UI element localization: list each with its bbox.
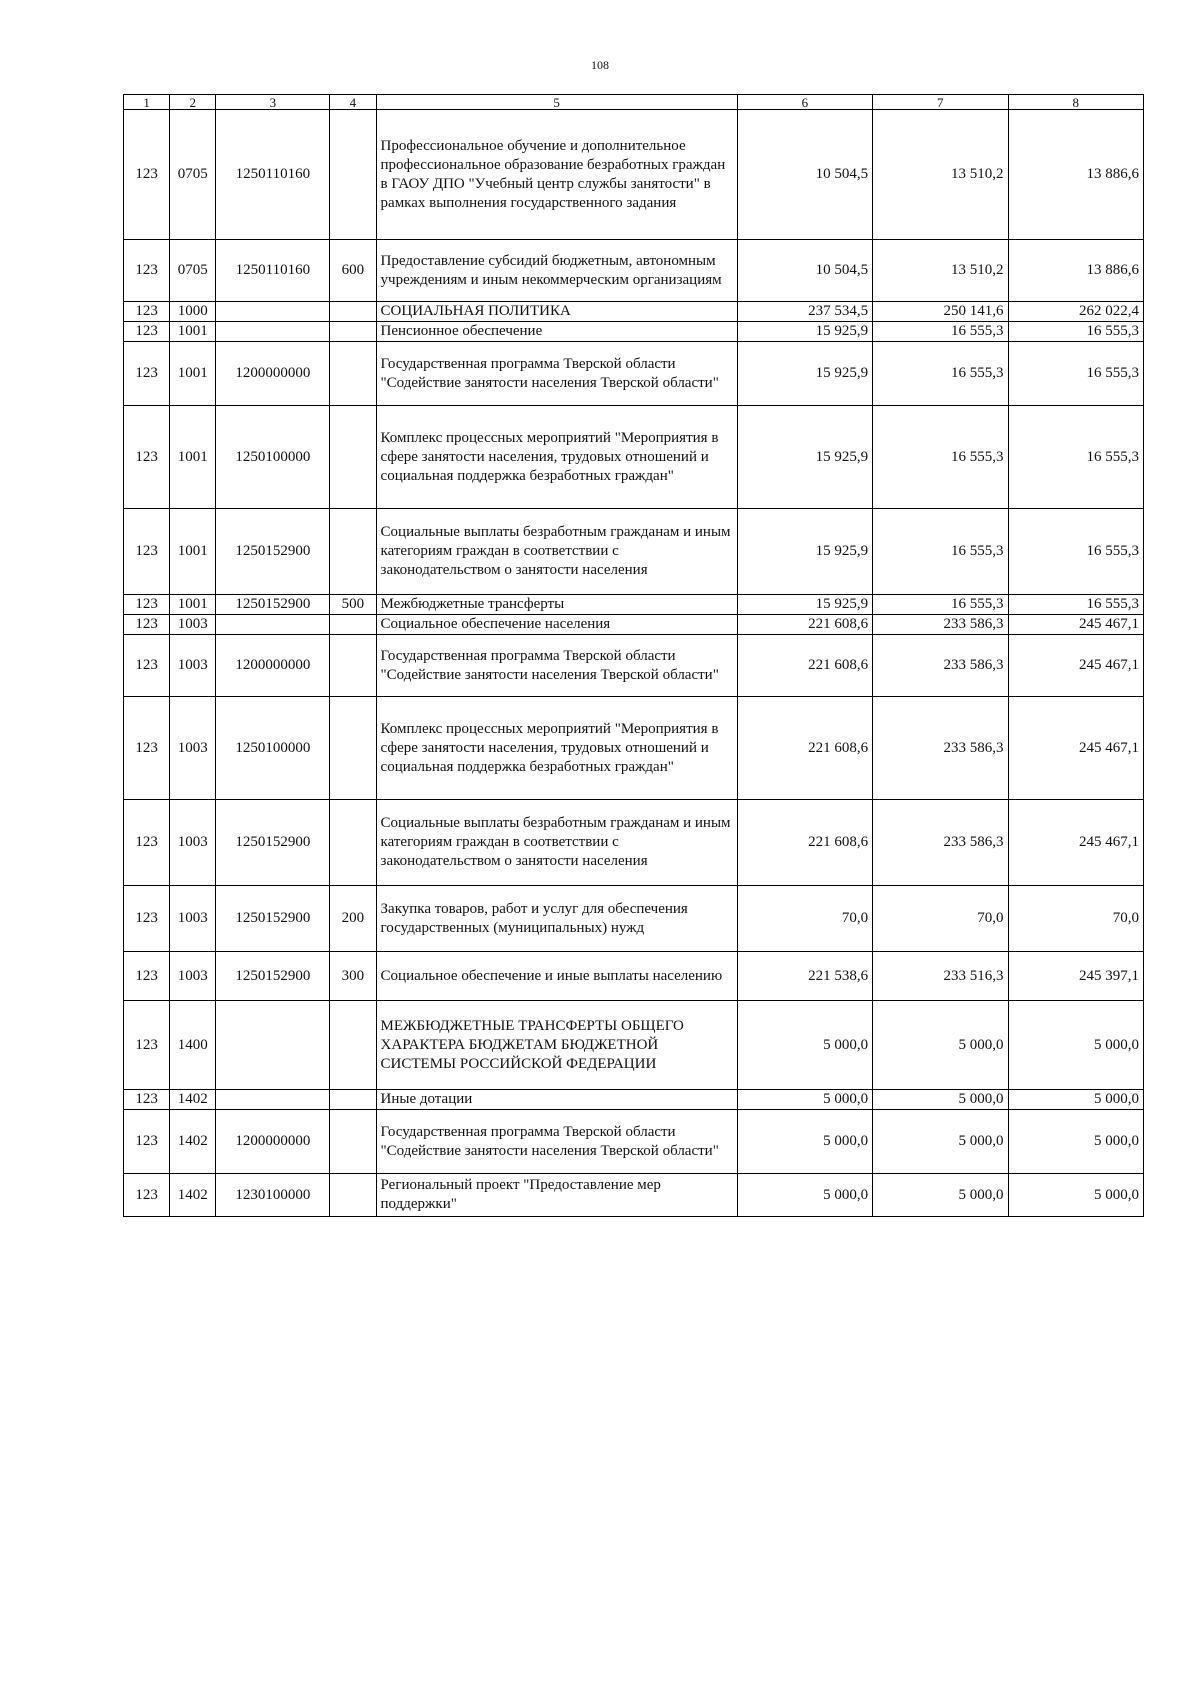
cell-ministry: 123 bbox=[124, 240, 170, 302]
cell-description: Предоставление субсидий бюджетным, автономным учреждениям и иным некоммерческим организациям bbox=[376, 240, 737, 302]
cell-expense-type bbox=[330, 615, 376, 635]
cell-section: 1400 bbox=[170, 1001, 216, 1090]
cell-expense-type bbox=[330, 1001, 376, 1090]
header-cell: 4 bbox=[330, 95, 376, 110]
cell-amount-col6: 5 000,0 bbox=[737, 1174, 872, 1217]
cell-amount-col6: 221 608,6 bbox=[737, 697, 872, 800]
table-row bbox=[124, 509, 1144, 595]
cell-amount-col8: 245 467,1 bbox=[1008, 697, 1144, 800]
cell-section: 1001 bbox=[170, 595, 216, 615]
cell-amount-col7: 233 586,3 bbox=[873, 635, 1008, 697]
cell-section: 1003 bbox=[170, 800, 216, 886]
cell-expense-type bbox=[330, 110, 376, 240]
cell-description: МЕЖБЮДЖЕТНЫЕ ТРАНСФЕРТЫ ОБЩЕГО ХАРАКТЕРА БЮДЖЕТАМ БЮДЖЕТНОЙ СИСТЕМЫ РОССИЙСКОЙ ФЕДЕРАЦИИ bbox=[376, 1001, 737, 1090]
cell-expense-type bbox=[330, 1174, 376, 1217]
cell-amount-col7: 5 000,0 bbox=[873, 1001, 1008, 1090]
cell-amount-col7: 233 586,3 bbox=[873, 697, 1008, 800]
cell-expense-type bbox=[330, 1090, 376, 1110]
cell-description: Региональный проект "Предоставление мер поддержки" bbox=[376, 1174, 737, 1217]
cell-amount-col6: 10 504,5 bbox=[737, 240, 872, 302]
cell-target-article: 1250152900 bbox=[216, 509, 330, 595]
cell-amount-col6: 221 538,6 bbox=[737, 952, 872, 1001]
cell-amount-col8: 16 555,3 bbox=[1008, 322, 1144, 342]
cell-amount-col7: 16 555,3 bbox=[873, 322, 1008, 342]
cell-target-article: 1250100000 bbox=[216, 697, 330, 800]
cell-amount-col7: 70,0 bbox=[873, 886, 1008, 952]
cell-section: 1402 bbox=[170, 1174, 216, 1217]
cell-amount-col6: 70,0 bbox=[737, 886, 872, 952]
table-row bbox=[124, 1090, 1144, 1110]
cell-description: Межбюджетные трансферты bbox=[376, 595, 737, 615]
table-row bbox=[124, 406, 1144, 509]
cell-section: 1003 bbox=[170, 697, 216, 800]
cell-amount-col7: 16 555,3 bbox=[873, 406, 1008, 509]
cell-expense-type bbox=[330, 509, 376, 595]
table-row bbox=[124, 886, 1144, 952]
cell-target-article: 1250100000 bbox=[216, 406, 330, 509]
cell-expense-type bbox=[330, 635, 376, 697]
cell-amount-col7: 5 000,0 bbox=[873, 1110, 1008, 1174]
cell-target-article bbox=[216, 1090, 330, 1110]
cell-amount-col7: 13 510,2 bbox=[873, 240, 1008, 302]
cell-section: 1001 bbox=[170, 406, 216, 509]
cell-amount-col6: 5 000,0 bbox=[737, 1110, 872, 1174]
cell-target-article: 1200000000 bbox=[216, 1110, 330, 1174]
cell-section: 1003 bbox=[170, 615, 216, 635]
cell-ministry: 123 bbox=[124, 886, 170, 952]
table-row bbox=[124, 110, 1144, 240]
header-cell: 5 bbox=[376, 95, 737, 110]
header-cell: 6 bbox=[737, 95, 872, 110]
cell-description: СОЦИАЛЬНАЯ ПОЛИТИКА bbox=[376, 302, 737, 322]
cell-amount-col7: 16 555,3 bbox=[873, 509, 1008, 595]
cell-ministry: 123 bbox=[124, 322, 170, 342]
cell-expense-type: 200 bbox=[330, 886, 376, 952]
cell-amount-col8: 245 397,1 bbox=[1008, 952, 1144, 1001]
cell-expense-type bbox=[330, 1110, 376, 1174]
cell-ministry: 123 bbox=[124, 952, 170, 1001]
cell-ministry: 123 bbox=[124, 635, 170, 697]
cell-amount-col6: 15 925,9 bbox=[737, 406, 872, 509]
cell-expense-type bbox=[330, 406, 376, 509]
cell-description: Профессиональное обучение и дополнительное профессиональное образование безработных граждан в ГАОУ ДПО "Учебный центр службы занятости" в рамках выполнения государственного задания bbox=[376, 110, 737, 240]
cell-expense-type bbox=[330, 302, 376, 322]
cell-amount-col8: 13 886,6 bbox=[1008, 240, 1144, 302]
cell-amount-col6: 221 608,6 bbox=[737, 800, 872, 886]
page-number: 108 bbox=[591, 58, 609, 72]
cell-amount-col8: 16 555,3 bbox=[1008, 595, 1144, 615]
cell-target-article bbox=[216, 302, 330, 322]
cell-ministry: 123 bbox=[124, 595, 170, 615]
header-cell: 1 bbox=[124, 95, 170, 110]
cell-description: Государственная программа Тверской области "Содействие занятости населения Тверской области" bbox=[376, 342, 737, 406]
table-row bbox=[124, 322, 1144, 342]
table-header-row bbox=[124, 95, 1144, 110]
table-row bbox=[124, 800, 1144, 886]
cell-section: 1001 bbox=[170, 322, 216, 342]
cell-target-article: 1250152900 bbox=[216, 800, 330, 886]
cell-section: 0705 bbox=[170, 110, 216, 240]
header-cell: 2 bbox=[170, 95, 216, 110]
cell-amount-col6: 5 000,0 bbox=[737, 1001, 872, 1090]
cell-target-article: 1250152900 bbox=[216, 886, 330, 952]
cell-amount-col8: 262 022,4 bbox=[1008, 302, 1144, 322]
cell-amount-col8: 16 555,3 bbox=[1008, 406, 1144, 509]
cell-description: Государственная программа Тверской области "Содействие занятости населения Тверской области" bbox=[376, 1110, 737, 1174]
cell-amount-col7: 16 555,3 bbox=[873, 342, 1008, 406]
cell-description: Комплекс процессных мероприятий "Мероприятия в сфере занятости населения, трудовых отношений и социальная поддержка безработных граждан" bbox=[376, 406, 737, 509]
header-cell: 3 bbox=[216, 95, 330, 110]
cell-section: 1402 bbox=[170, 1110, 216, 1174]
table-row bbox=[124, 635, 1144, 697]
cell-ministry: 123 bbox=[124, 1174, 170, 1217]
budget-table bbox=[123, 94, 1144, 1217]
cell-ministry: 123 bbox=[124, 1110, 170, 1174]
table-row bbox=[124, 697, 1144, 800]
cell-target-article: 1250110160 bbox=[216, 240, 330, 302]
cell-ministry: 123 bbox=[124, 110, 170, 240]
cell-ministry: 123 bbox=[124, 697, 170, 800]
cell-ministry: 123 bbox=[124, 1090, 170, 1110]
cell-ministry: 123 bbox=[124, 342, 170, 406]
cell-amount-col8: 13 886,6 bbox=[1008, 110, 1144, 240]
cell-expense-type: 500 bbox=[330, 595, 376, 615]
cell-target-article bbox=[216, 615, 330, 635]
cell-ministry: 123 bbox=[124, 800, 170, 886]
table-row bbox=[124, 240, 1144, 302]
table-row bbox=[124, 342, 1144, 406]
cell-amount-col7: 5 000,0 bbox=[873, 1174, 1008, 1217]
cell-ministry: 123 bbox=[124, 615, 170, 635]
cell-amount-col8: 5 000,0 bbox=[1008, 1110, 1144, 1174]
cell-amount-col6: 15 925,9 bbox=[737, 509, 872, 595]
cell-amount-col8: 245 467,1 bbox=[1008, 635, 1144, 697]
cell-amount-col6: 15 925,9 bbox=[737, 595, 872, 615]
cell-amount-col8: 5 000,0 bbox=[1008, 1090, 1144, 1110]
cell-target-article bbox=[216, 1001, 330, 1090]
header-cell: 8 bbox=[1008, 95, 1144, 110]
cell-ministry: 123 bbox=[124, 406, 170, 509]
cell-target-article: 1250110160 bbox=[216, 110, 330, 240]
cell-section: 1001 bbox=[170, 342, 216, 406]
cell-amount-col8: 16 555,3 bbox=[1008, 509, 1144, 595]
cell-amount-col6: 221 608,6 bbox=[737, 635, 872, 697]
cell-expense-type: 300 bbox=[330, 952, 376, 1001]
cell-section: 1402 bbox=[170, 1090, 216, 1110]
table-row bbox=[124, 1001, 1144, 1090]
cell-section: 0705 bbox=[170, 240, 216, 302]
cell-section: 1003 bbox=[170, 952, 216, 1001]
cell-section: 1001 bbox=[170, 509, 216, 595]
cell-ministry: 123 bbox=[124, 509, 170, 595]
cell-expense-type bbox=[330, 697, 376, 800]
cell-section: 1000 bbox=[170, 302, 216, 322]
cell-target-article: 1230100000 bbox=[216, 1174, 330, 1217]
cell-amount-col6: 221 608,6 bbox=[737, 615, 872, 635]
cell-target-article: 1200000000 bbox=[216, 342, 330, 406]
cell-amount-col6: 15 925,9 bbox=[737, 342, 872, 406]
cell-section: 1003 bbox=[170, 635, 216, 697]
cell-description: Государственная программа Тверской области "Содействие занятости населения Тверской области" bbox=[376, 635, 737, 697]
cell-amount-col7: 233 516,3 bbox=[873, 952, 1008, 1001]
cell-target-article: 1250152900 bbox=[216, 952, 330, 1001]
cell-ministry: 123 bbox=[124, 302, 170, 322]
table-row bbox=[124, 1110, 1144, 1174]
table-row bbox=[124, 615, 1144, 635]
cell-expense-type bbox=[330, 800, 376, 886]
header-cell: 7 bbox=[873, 95, 1008, 110]
cell-amount-col6: 10 504,5 bbox=[737, 110, 872, 240]
cell-amount-col8: 5 000,0 bbox=[1008, 1001, 1144, 1090]
cell-amount-col7: 16 555,3 bbox=[873, 595, 1008, 615]
cell-section: 1003 bbox=[170, 886, 216, 952]
cell-amount-col6: 237 534,5 bbox=[737, 302, 872, 322]
cell-expense-type bbox=[330, 342, 376, 406]
cell-amount-col8: 245 467,1 bbox=[1008, 800, 1144, 886]
cell-amount-col8: 5 000,0 bbox=[1008, 1174, 1144, 1217]
cell-description: Социальные выплаты безработным гражданам и иным категориям граждан в соответствии с законодательством о занятости населения bbox=[376, 800, 737, 886]
cell-target-article bbox=[216, 322, 330, 342]
cell-amount-col6: 15 925,9 bbox=[737, 322, 872, 342]
cell-ministry: 123 bbox=[124, 1001, 170, 1090]
cell-description: Иные дотации bbox=[376, 1090, 737, 1110]
cell-description: Социальные выплаты безработным гражданам и иным категориям граждан в соответствии с законодательством о занятости населения bbox=[376, 509, 737, 595]
table-row bbox=[124, 302, 1144, 322]
cell-description: Социальное обеспечение и иные выплаты населению bbox=[376, 952, 737, 1001]
cell-amount-col7: 250 141,6 bbox=[873, 302, 1008, 322]
cell-target-article: 1250152900 bbox=[216, 595, 330, 615]
cell-expense-type: 600 bbox=[330, 240, 376, 302]
cell-expense-type bbox=[330, 322, 376, 342]
cell-target-article: 1200000000 bbox=[216, 635, 330, 697]
cell-description: Пенсионное обеспечение bbox=[376, 322, 737, 342]
cell-description: Закупка товаров, работ и услуг для обеспечения государственных (муниципальных) нужд bbox=[376, 886, 737, 952]
cell-amount-col8: 16 555,3 bbox=[1008, 342, 1144, 406]
cell-amount-col7: 13 510,2 bbox=[873, 110, 1008, 240]
cell-amount-col6: 5 000,0 bbox=[737, 1090, 872, 1110]
table-row bbox=[124, 595, 1144, 615]
cell-description: Комплекс процессных мероприятий "Мероприятия в сфере занятости населения, трудовых отношений и социальная поддержка безработных граждан" bbox=[376, 697, 737, 800]
table-row bbox=[124, 952, 1144, 1001]
table-row bbox=[124, 1174, 1144, 1217]
cell-description: Социальное обеспечение населения bbox=[376, 615, 737, 635]
cell-amount-col7: 5 000,0 bbox=[873, 1090, 1008, 1110]
cell-amount-col7: 233 586,3 bbox=[873, 800, 1008, 886]
cell-amount-col8: 70,0 bbox=[1008, 886, 1144, 952]
cell-amount-col7: 233 586,3 bbox=[873, 615, 1008, 635]
cell-amount-col8: 245 467,1 bbox=[1008, 615, 1144, 635]
